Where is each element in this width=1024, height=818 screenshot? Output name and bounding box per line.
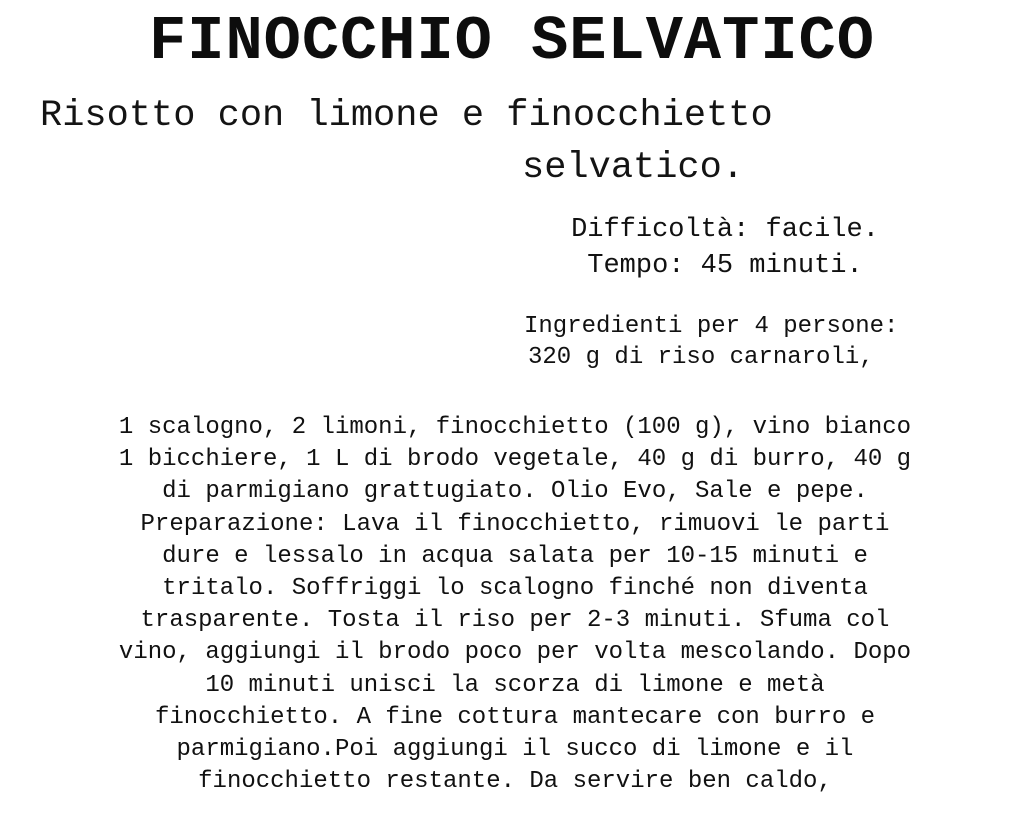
body-line: dure e lessalo in acqua salata per 10-15 minuti e — [162, 542, 868, 570]
body-line: finocchietto restante. Da servire ben caldo, — [198, 768, 832, 796]
body-line: 1 scalogno, 2 limoni, finocchietto (100 g), vino bianco — [118, 414, 912, 441]
recipe-title: FINOCCHIO SELVATICO — [149, 6, 875, 77]
body-line: 10 minuti unisci la scorza di limone e metà — [205, 671, 825, 699]
recipe-subtitle-line-2: selvatico. — [522, 147, 745, 189]
difficulty-text: Difficoltà: facile. — [571, 215, 879, 245]
body-line: di parmigiano grattugiato. Olio Evo, Sale e pepe. — [162, 478, 868, 506]
body-line: finocchietto. A fine cottura mantecare con burro e — [154, 703, 876, 731]
body-line: vino, aggiungi il brodo poco per volta mescolando. Dopo — [118, 639, 912, 667]
recipe-subtitle-line-1: Risotto con limone e finocchietto — [40, 95, 773, 137]
body-line: trasparente. Tosta il riso per 2-3 minuti. Sfuma col — [140, 607, 890, 635]
body-line: parmigiano.Poi aggiungi il succo di limone e il — [176, 736, 854, 764]
body-line: Preparazione: Lava il finocchietto, rimuovi le parti — [140, 510, 890, 538]
body-line: 1 bicchiere, 1 L di brodo vegetale, 40 g di burro, 40 g — [118, 446, 912, 474]
time-text: Tempo: 45 minuti. — [587, 251, 863, 281]
body-line: tritalo. Soffriggi lo scalogno finché non diventa — [162, 575, 868, 603]
ingredients-first-item: 320 g di riso carnaroli, — [528, 344, 874, 371]
ingredients-heading: Ingredienti per 4 persone: — [524, 313, 899, 340]
recipe-body — [30, 412, 1000, 798]
